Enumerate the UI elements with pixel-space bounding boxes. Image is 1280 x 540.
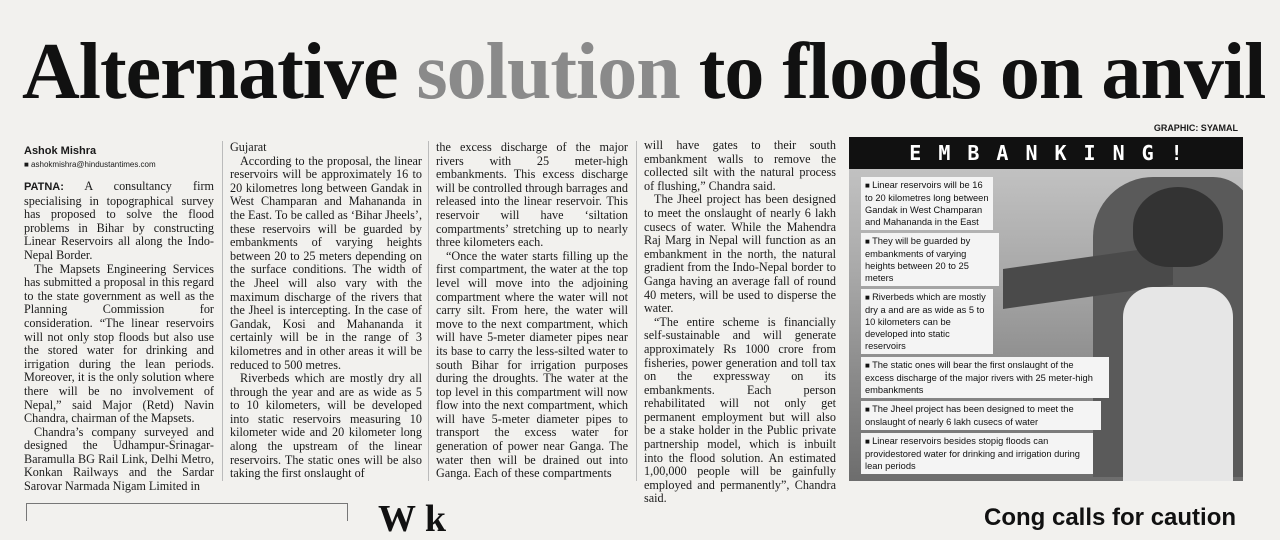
next-headline-cut: W k — [378, 498, 446, 540]
photo-person-shirt — [1123, 287, 1233, 481]
article-paragraph: According to the proposal, the linear reservoirs will be approximately 16 to 20 kilometres long between Gandak in West Champaran and Mahananda in the East. To be called as ‘Bihar Jheels’, these reservoirs will be guarded by embankments of varying heights between 20 to 25 meters depending on the surface conditions. The width of the Jheel will also vary with the maximum discharge of the rivers that the Jheel is intercepting. In the case of Gandak, Kosi and Mahananda it certainly will be in the range of 3 kilometres and in other areas it will be reduced to 500 metres. — [230, 153, 422, 372]
graphic-point: ■ Riverbeds which are mostly dry a and are as wide as 5 to 10 kilometers can be developed into static reservoirs — [861, 289, 993, 354]
headline-part1: Alternative — [22, 28, 417, 116]
graphic-point: ■ Linear reservoirs besides stopig floods can providestored water for drinking and irrigation during lean periods — [861, 433, 1093, 474]
column-divider — [222, 141, 223, 481]
author-email[interactable]: ■ ashokmishra@hindustantimes.com — [24, 160, 156, 169]
article-paragraph: the excess discharge of the major rivers with 25 meter-high embankments. This excess discharge will be controlled through barrages and released into the linear reservoir. This reservoir will have ‘siltation compartments’ stretching up to nearly three kilometers each. — [436, 140, 628, 250]
graphic-credit: GRAPHIC: SYAMAL — [1153, 123, 1238, 133]
byline — [24, 145, 224, 169]
graphic-banner: EMBANKING! — [849, 137, 1243, 169]
headline-part3: to floods on anvil — [679, 28, 1266, 116]
article-paragraph: The Jheel project has been designed to meet the onslaught of nearly 6 lakh cusecs of water. While the Mahendra Raj Marg in Nepal will function as an embankment in the north, the natural gradient from the Indo-Nepal border to Ganga having an average fall of round 40 meters, will be used to disperse the water. — [644, 192, 836, 316]
dateline: PATNA: — [24, 181, 64, 193]
article-paragraph: The Mapsets Engineering Services has submitted a proposal in this regard to the state government as well as the Planning Commission for consideration. “The linear reservoirs will not only stop floods but also use the stored water for drinking and irrigation during the lean periods. Moreover, it is the only solution where there will be no involvement of Nepal,” said Major (Retd) Navin Chandra, chairman of the Mapsets. — [24, 261, 214, 426]
graphic-point: ■ The static ones will bear the first onslaught of the excess discharge of the major rivers with 25 meter-high embankments — [861, 357, 1109, 398]
embanking-graphic — [849, 137, 1243, 481]
column-divider — [428, 141, 429, 481]
next-article-box — [26, 503, 348, 521]
article-paragraph: Riverbeds which are mostly dry all through the year and are as wide as 5 to 10 kilometers, will be developed into static reservoirs measuring 10 kilometer wide and 20 kilometer long along the upstream of the linear reservoirs. The static ones will be also taking the first onslaught of — [230, 371, 422, 481]
article-column-4 — [644, 139, 836, 506]
author-name: Ashok Mishra — [24, 145, 97, 157]
article-paragraph: Chandra’s company surveyed and designed the Udhampur-Srinagar-Baramulla BG Rail Link, Delhi Metro, Konkan Railways and the Sardar Sarovar Narmada Nigam Limited in — [24, 424, 214, 494]
article-paragraph: Gujarat — [230, 140, 267, 154]
article-paragraph: PATNA: A consultancy firm specialising in topographical survey has proposed to solve the flood problems in Bihar by constructing Linear Reservoirs all along the Indo-Nepal Border. — [24, 179, 214, 262]
article-paragraph: “Once the water starts filling up the first compartment, the water at the top level will move into the adjoining compartment where the water will not carry silt. From here, the water will move to the next compartment, which will have 5-meter diameter pipes near its base to carry the less-silted water to south Bihar for irrigation purposes during the droughts. The water at the top level in this compartment will now flow into the next compartment, which will have 5-meter diameter pipes to transport the excess water for generation of power near Ganga. The water then will be drained out into Ganga. Each of these compartments — [436, 248, 628, 481]
graphic-point: ■ Linear reservoirs will be 16 to 20 kilometres long between Gandak in West Champaran and Mahananda in the East — [861, 177, 993, 230]
article-column-1 — [24, 180, 214, 494]
photo-person-head — [1133, 187, 1223, 267]
article-column-2 — [230, 141, 422, 481]
article-paragraph: will have gates to their south embankment walls to remove the collected silt with the natural process of flushing,” Chandra said. — [644, 138, 836, 193]
article-paragraph: “The entire scheme is financially self-sustainable and will generate approximately Rs 1000 crore from fisheries, power generation and toll tax on the expressway on its embankments. Each person rehabilitated will not only get permanent employment but will also be a stake holder in the Public private partnership model, which is inbuilt into the flood solution. An estimated 1,00,000 people will be gainfully employed and permanently”, Chandra said. — [644, 314, 836, 506]
headline — [22, 28, 1266, 116]
article-column-3 — [436, 141, 628, 481]
next-headline-right: Cong calls for caution — [984, 504, 1237, 531]
graphic-points — [861, 177, 1109, 477]
graphic-point: ■ The Jheel project has been designed to meet the onslaught of nearly 6 lakh cusecs of water — [861, 401, 1101, 430]
column-divider — [636, 141, 637, 481]
graphic-point: ■ They will be guarded by embankments of varying heights between 20 to 25 meters — [861, 233, 999, 286]
headline-highlight: solution — [416, 28, 680, 116]
next-article-strip — [0, 485, 1280, 540]
